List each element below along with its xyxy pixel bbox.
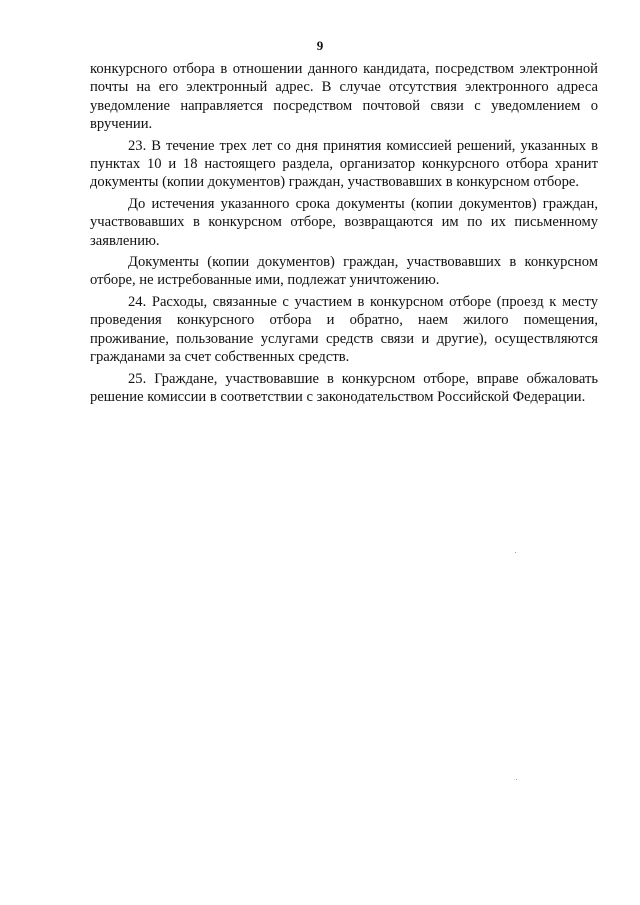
page-number: 9	[316, 38, 324, 53]
scan-speck	[515, 552, 516, 553]
paragraph-item-24: 24. Расходы, связанные с участием в конкурсном отборе (проезд к месту проведения конкурсного отбора и обратно, наем жилого помещения, проживание, пользование услугами средств связи и другие), осуществляются гражданами за счет собственных средств.	[90, 293, 598, 366]
paragraph-item-23: 23. В течение трех лет со дня принятия комиссией решений, указанных в пунктах 10 и 18 настоящего раздела, организатор конкурсного отбора хранит документы (копии документов) граждан, участвовавших в конкурсном отборе.	[90, 137, 598, 191]
paragraph-destroy-documents: Документы (копии документов) граждан, участвовавших в конкурсном отборе, не истребованные ими, подлежат уничтожению.	[90, 254, 598, 289]
paragraph-continuation: конкурсного отбора в отношении данного кандидата, посредством электронной почты на его электронный адрес. В случае отсутствия электронного адреса уведомление направляется посредством почтовой связи с уведомлением о вручении.	[90, 61, 598, 133]
scan-speck	[516, 779, 517, 780]
document-body	[90, 60, 598, 409]
paragraph-item-25: 25. Граждане, участвовавшие в конкурсном отборе, вправе обжаловать решение комиссии в соответствии с законодательством Российской Федерации.	[90, 370, 598, 405]
paragraph-return-documents: До истечения указанного срока документы (копии документов) граждан, участвовавших в конкурсном отборе, возвращаются им по их письменному заявлению.	[90, 195, 598, 249]
